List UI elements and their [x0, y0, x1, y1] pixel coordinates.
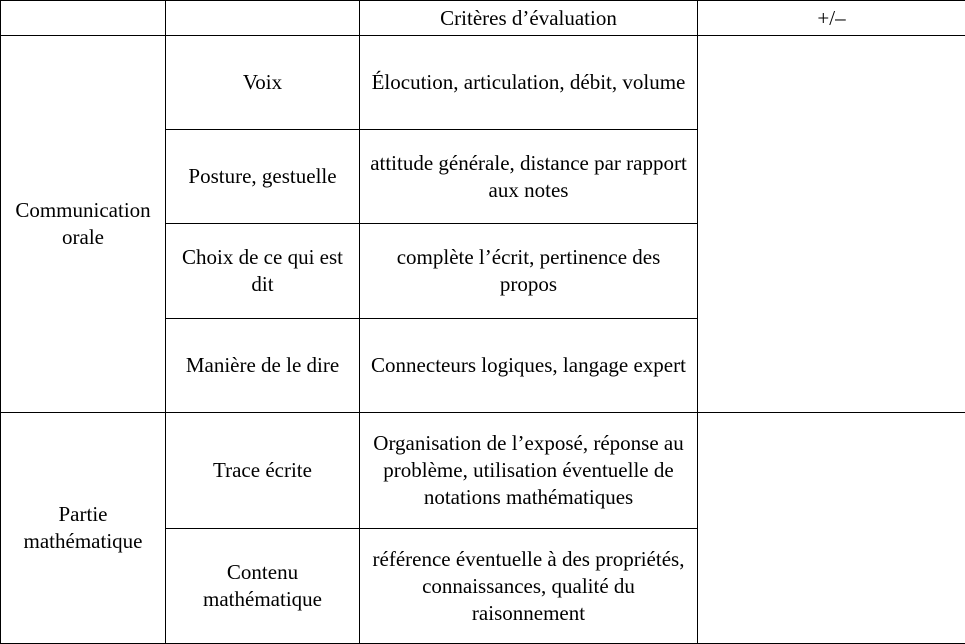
- criteria-cell: Connecteurs logiques, langage expert: [360, 319, 698, 413]
- aspect-cell: Contenu mathématique: [166, 529, 360, 644]
- criteria-cell: complète l’écrit, pertinence des propos: [360, 224, 698, 319]
- table-row: [1, 413, 965, 529]
- criteria-cell: attitude générale, distance par rapport aux notes: [360, 130, 698, 224]
- header-score: +/–: [698, 1, 965, 36]
- criteria-cell: Élocution, articulation, débit, volume: [360, 36, 698, 130]
- section-label-mathematique: Partie mathématique: [1, 413, 166, 644]
- header-row: [1, 1, 965, 36]
- aspect-cell: Voix: [166, 36, 360, 130]
- criteria-cell: Organisation de l’exposé, réponse au problème, utilisation éventuelle de notations mathématiques: [360, 413, 698, 529]
- header-empty-cell-1: [1, 1, 166, 36]
- table-row: [1, 36, 965, 130]
- score-cell-communication: [698, 36, 965, 413]
- aspect-cell: Choix de ce qui est dit: [166, 224, 360, 319]
- header-empty-cell-2: [166, 1, 360, 36]
- aspect-cell: Manière de le dire: [166, 319, 360, 413]
- header-criteria: Critères d’évaluation: [360, 1, 698, 36]
- aspect-cell: Posture, gestuelle: [166, 130, 360, 224]
- aspect-cell: Trace écrite: [166, 413, 360, 529]
- score-cell-mathematique: [698, 413, 965, 644]
- section-label-communication: Communication orale: [1, 36, 166, 413]
- criteria-cell: référence éventuelle à des propriétés, connaissances, qualité du raisonnement: [360, 529, 698, 644]
